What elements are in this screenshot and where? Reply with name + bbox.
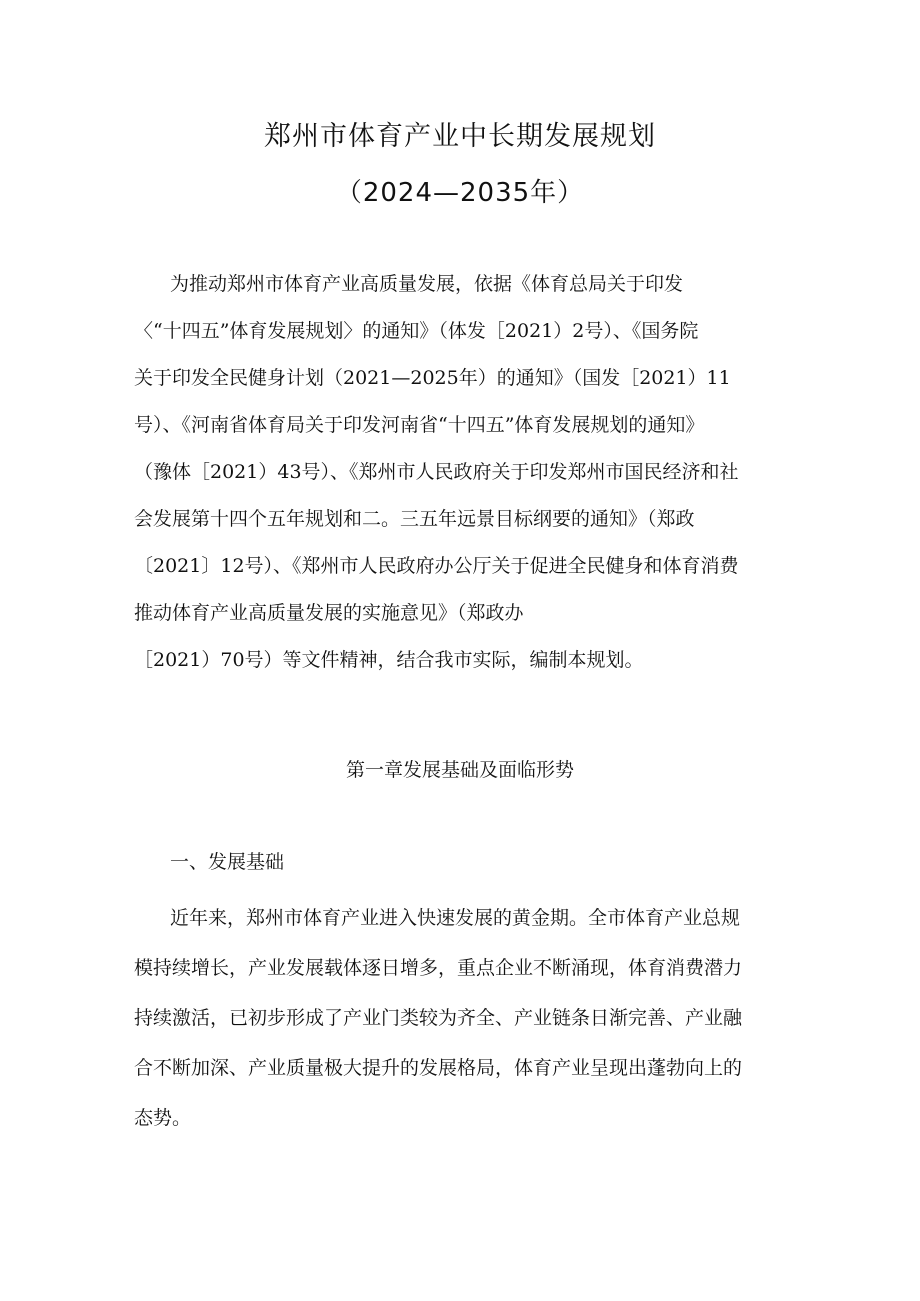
intro-line: （豫体［2021）43号）、《郑州市人民政府关于印发郑州市国民经济和社: [134, 461, 739, 483]
body-line: 近年来，郑州市体育产业进入快速发展的黄金期。全市体育产业总规: [170, 907, 741, 929]
intro-line: 推动体育产业高质量发展的实施意见》（郑政办: [134, 602, 524, 624]
body-line: 模持续增长，产业发展载体逐日增多，重点企业不断涌现，体育消费潜力: [134, 957, 743, 979]
body-paragraph: [134, 893, 794, 1143]
intro-line: 关于印发全民健身计划（2021—2025年）的通知》（国发［2021）11: [134, 367, 731, 389]
chapter-heading: 第一章发展基础及面临形势: [345, 759, 574, 781]
section-heading: 一、发展基础: [170, 851, 285, 873]
body-line: 持续激活，已初步形成了产业门类较为齐全、产业链条日渐完善、产业融: [134, 1007, 743, 1029]
body-line: 态势。: [134, 1107, 192, 1129]
intro-line: 号）、《河南省体育局关于印发河南省“十四五”体育发展规划的通知》: [134, 414, 705, 436]
intro-line: ［2021）70号）等文件精神，结合我市实际，编制本规划。: [134, 649, 644, 671]
intro-line: 会发展第十四个五年规划和二。三五年远景目标纲要的通知》（郑政: [134, 508, 695, 530]
intro-line: 为推动郑州市体育产业高质量发展，依据《体育总局关于印发: [170, 273, 684, 295]
intro-line: 〔2021〕12号）、《郑州市人民政府办公厅关于促进全民健身和体育消费: [134, 555, 739, 577]
body-line: 合不断加深、产业质量极大提升的发展格局，体育产业呈现出蓬勃向上的: [134, 1057, 743, 1079]
document-subtitle: （2024—2035年）: [335, 178, 585, 208]
document-title: 郑州市体育产业中长期发展规划: [264, 121, 656, 152]
intro-line: 〈“十四五”体育发展规划〉的通知》（体发［2021）2号）、《国务院: [134, 320, 699, 342]
intro-paragraph: [134, 261, 794, 684]
